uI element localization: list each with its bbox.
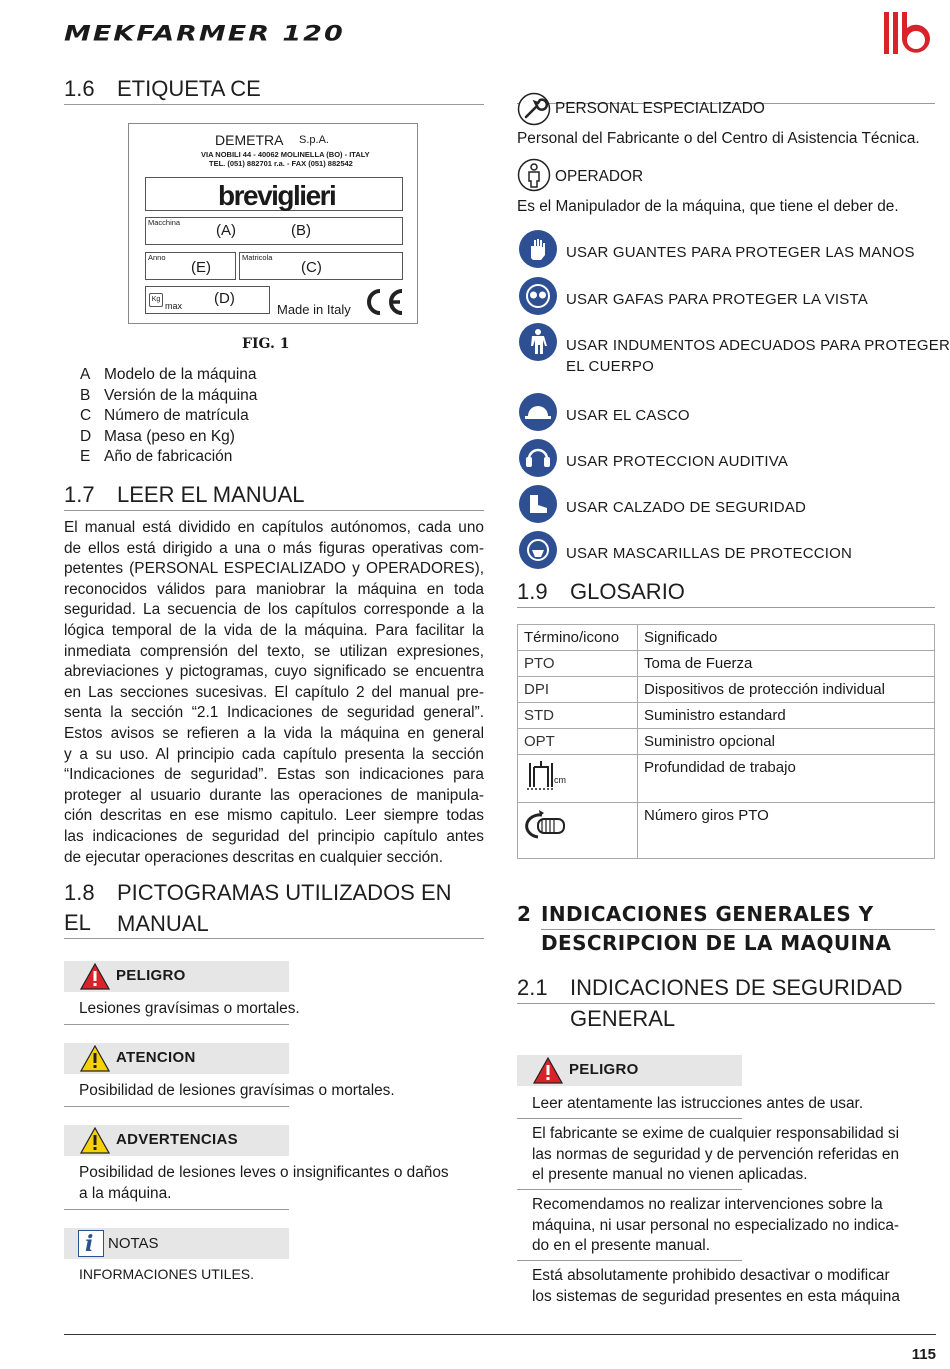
manual-title: MEKFARMER 120 (64, 22, 345, 47)
safety-item-text: máquina, ni usar personal no especializado no indica- (532, 1216, 900, 1234)
role-title-specialist: PERSONAL ESPECIALIZADO (555, 100, 765, 117)
meaning-cell: Número giros PTO (638, 803, 935, 859)
label-max: max (165, 301, 183, 311)
ce-label-image (128, 123, 418, 324)
warning-text: Posibilidad de lesiones leves o insignificantes o daños (79, 1164, 449, 1181)
section-1-9-heading: 1.9 GLOSARIO (517, 577, 935, 608)
term-cell: PTO (518, 651, 638, 677)
section-1-8-heading-line2: MANUAL (117, 911, 209, 936)
legend-text: Modelo de la máquina (104, 366, 257, 383)
year-box (145, 252, 236, 280)
meaning-cell: Suministro opcional (638, 729, 935, 755)
danger-triangle-icon (80, 963, 110, 990)
legend-text: Número de matrícula (104, 407, 249, 425)
ppe-label: USAR CALZADO DE SEGURIDAD (566, 499, 807, 516)
warning-text: Posibilidad de lesiones gravísimas o mortales. (79, 1082, 395, 1099)
section-2-heading-line2: DESCRIPCION DE LA MAQUINA (541, 931, 892, 955)
paragraph-line: inmediata comprensión del texto, se utilizan expresiones, (64, 642, 484, 660)
meaning-cell: Toma de Fuerza (638, 651, 935, 677)
paragraph-line: proteger al usuario durante las operaciones de manipula- (64, 786, 484, 804)
legend-item (80, 447, 232, 468)
notes-label: NOTAS (108, 1235, 159, 1252)
footer-rule (64, 1334, 936, 1335)
legend-key: C (80, 407, 92, 425)
label-a: (A) (216, 222, 236, 239)
paragraph-line: El manual está dividido en capítulos autónomos, cada uno (64, 519, 484, 536)
caution-triangle-icon (80, 1045, 110, 1072)
figure-caption: FIG. 1 (242, 336, 290, 352)
safety-item-text: do en el presente manual. (532, 1237, 710, 1255)
safety-item-text: Está absolutamente prohibido desactivar o modificar (532, 1267, 890, 1284)
mask-icon (519, 531, 557, 569)
legend-text: Año de fabricación (104, 448, 233, 466)
table-header-row (518, 625, 935, 651)
page-number: 115 (911, 1346, 936, 1363)
paragraph-line: de ellos está dirigido a una o más figuras operativas com- (64, 539, 484, 557)
label-brand: breviglieri (218, 180, 336, 211)
pto-rotation-icon (524, 807, 568, 847)
legend-key: E (80, 448, 91, 466)
paragraph-line: las indicaciones de seguridad del principio capítulo antes (64, 827, 484, 845)
notes-text: INFORMACIONES UTILES. (79, 1266, 255, 1282)
warning-triangle-icon (80, 1127, 110, 1154)
brand-box (145, 177, 403, 211)
section-2-1-heading-line2: GENERAL (570, 1006, 676, 1031)
legend-key: A (80, 366, 91, 383)
label-address-1: VIA NOBILI 44 - 40062 MOLINELLA (BO) - ITALY (201, 150, 370, 159)
section-1-7-body (64, 518, 484, 868)
safety-item-text: Recomendamos no realizar intervenciones sobre la (532, 1196, 883, 1213)
label-d: (D) (214, 290, 235, 307)
paragraph-line: ción descritas en ese mismo capitulo. Leer siempre todas (64, 807, 484, 825)
table-row (518, 755, 935, 803)
legend-text: Versión de la máquina (104, 386, 258, 404)
notes-block (64, 1228, 289, 1259)
table-row (518, 729, 935, 755)
term-cell (518, 803, 638, 859)
ppe-label: USAR GAFAS PARA PROTEGER LA VISTA (566, 291, 868, 308)
label-c: (C) (301, 259, 322, 276)
label-address-2: TEL. (051) 882701 r.a. - FAX (051) 882542 (209, 159, 353, 168)
section-2-heading: INDICACIONES GENERALES Y (541, 900, 935, 930)
term-cell: OPT (518, 729, 638, 755)
label-company-suffix: S.p.A. (299, 134, 329, 146)
paragraph-line: “Indicaciones de seguridad”. Estas son indicaciones para (64, 766, 484, 784)
serial-box (239, 252, 403, 280)
ppe-label: USAR GUANTES PARA PROTEGER LAS MANOS (566, 244, 915, 261)
model-box (145, 217, 403, 245)
paragraph-line: en Las secciones sucesivas. El capítulo 2 del manual pre- (64, 683, 484, 701)
warning-peligro-2-1 (517, 1055, 742, 1086)
paragraph-line: petentes (PERSONAL ESPECIALIZADO y OPERADORES), (64, 560, 484, 578)
warning-peligro (64, 961, 289, 992)
safety-item-text: los sistemas de seguridad presentes en esta máquina (532, 1287, 900, 1305)
weight-icon: Kg (149, 293, 163, 307)
legend-key: B (80, 386, 91, 404)
wrench-icon (517, 92, 551, 126)
term-cell (518, 755, 638, 803)
ppe-label: USAR EL CASCO (566, 407, 690, 424)
table-row (518, 803, 935, 859)
legend-item (80, 386, 257, 407)
table-row (518, 703, 935, 729)
meaning-cell: Suministro estandard (638, 703, 935, 729)
warning-label: ADVERTENCIAS (116, 1131, 238, 1148)
paragraph-line: de ejecutar operaciones descritas en cualquier sección. (64, 848, 444, 866)
label-company: DEMETRA (215, 132, 284, 148)
helmet-icon (519, 393, 557, 431)
ppe-label: USAR MASCARILLAS DE PROTECCION (566, 545, 853, 562)
paragraph-line: Estos avisos se refieren a la vida la máquina en general (64, 724, 484, 742)
legend-item (80, 365, 257, 386)
legend-item (80, 427, 235, 448)
safety-item-text: las normas de seguridad y de pervención referidas en (532, 1145, 900, 1163)
paragraph-line: seguridad. La secuencia de los capítulos corresponde a la (64, 601, 484, 619)
label-e: (E) (191, 259, 211, 276)
meaning-cell: Profundidad de trabajo (638, 755, 935, 803)
safety-item-text: El fabricante se exime de cualquier responsabilidad si (532, 1125, 900, 1142)
ppe-label: EL CUERPO (566, 358, 654, 375)
safety-item-text: el presente manual no vienen aplicadas. (532, 1166, 808, 1184)
paragraph-line: y a su uso. Al principio cada capítulo presenta la sección (64, 745, 484, 763)
ce-mark-icon (362, 287, 406, 317)
paragraph-line: lógica temporal de la vida de la máquina. Para facilitar la (64, 621, 484, 639)
section-1-6-heading: 1.6 ETIQUETA CE (64, 74, 484, 105)
ppe-label: USAR PROTECCION AUDITIVA (566, 453, 789, 470)
table-row (518, 651, 935, 677)
unit-label: cm (554, 775, 566, 785)
breviglieri-logo (884, 10, 930, 56)
glossary-table (517, 624, 935, 859)
paragraph-line: senta la sección “2.1 Indicaciones de seguridad general”. (64, 704, 484, 722)
working-depth-icon (524, 759, 564, 795)
term-cell: DPI (518, 677, 638, 703)
warning-label: PELIGRO (116, 967, 186, 984)
gloves-icon (519, 230, 557, 268)
role-text-operator: Es el Manipulador de la máquina, que tiene el deber de. (517, 198, 899, 215)
label-macchina: Macchina (148, 218, 181, 227)
column-header: Significado (638, 625, 935, 651)
table-row (518, 677, 935, 703)
legend-key: D (80, 427, 92, 445)
warning-atencion (64, 1043, 289, 1074)
label-matricola: Matricola (242, 253, 273, 262)
legend-item (80, 406, 249, 427)
legend-text: Masa (peso en Kg) (104, 427, 235, 445)
warning-label: ATENCION (116, 1049, 196, 1066)
section-1-8-heading: 1.8 PICTOGRAMAS UTILIZADOS EN EL (64, 878, 484, 939)
item-divider (517, 1118, 742, 1119)
goggles-icon (519, 277, 557, 315)
section-2-number: 2 (517, 902, 532, 926)
paragraph-line: abreviaciones y pictogramas, cuyo significado se encuentra (64, 663, 484, 681)
label-anno: Anno (148, 253, 166, 262)
warning-text: Lesiones gravísimas o mortales. (79, 1000, 300, 1017)
role-title-operator: OPERADOR (555, 168, 644, 185)
item-divider (517, 1189, 742, 1190)
mass-box (145, 286, 270, 314)
item-divider (517, 1260, 742, 1261)
paragraph-line: reconocidos válidos para maniobrar la máquina en toda (64, 580, 484, 598)
safety-item-text: Leer atentamente las istrucciones antes de usar. (532, 1095, 864, 1112)
label-made-in: Made in Italy (277, 302, 351, 317)
warning-advertencias (64, 1125, 289, 1156)
section-2-1-heading: 2.1 INDICACIONES DE SEGURIDAD (517, 973, 935, 1004)
column-header: Término/icono (518, 625, 638, 651)
operator-icon (517, 158, 551, 192)
warning-text: a la máquina. (79, 1185, 172, 1202)
overalls-icon (519, 323, 557, 361)
warning-label: PELIGRO (569, 1061, 639, 1078)
term-cell: STD (518, 703, 638, 729)
danger-triangle-icon (533, 1057, 563, 1084)
safety-boots-icon (519, 485, 557, 523)
label-b: (B) (291, 222, 311, 239)
section-1-7-heading: 1.7 LEER EL MANUAL (64, 480, 484, 511)
meaning-cell: Dispositivos de protección individual (638, 677, 935, 703)
role-text-specialist: Personal del Fabricante o del Centro di Asistencia Técnica. (517, 130, 920, 147)
ppe-label: USAR INDUMENTOS ADECUADOS PARA PROTEGER (566, 337, 950, 354)
ear-protection-icon (519, 439, 557, 477)
info-icon: i (78, 1230, 104, 1257)
